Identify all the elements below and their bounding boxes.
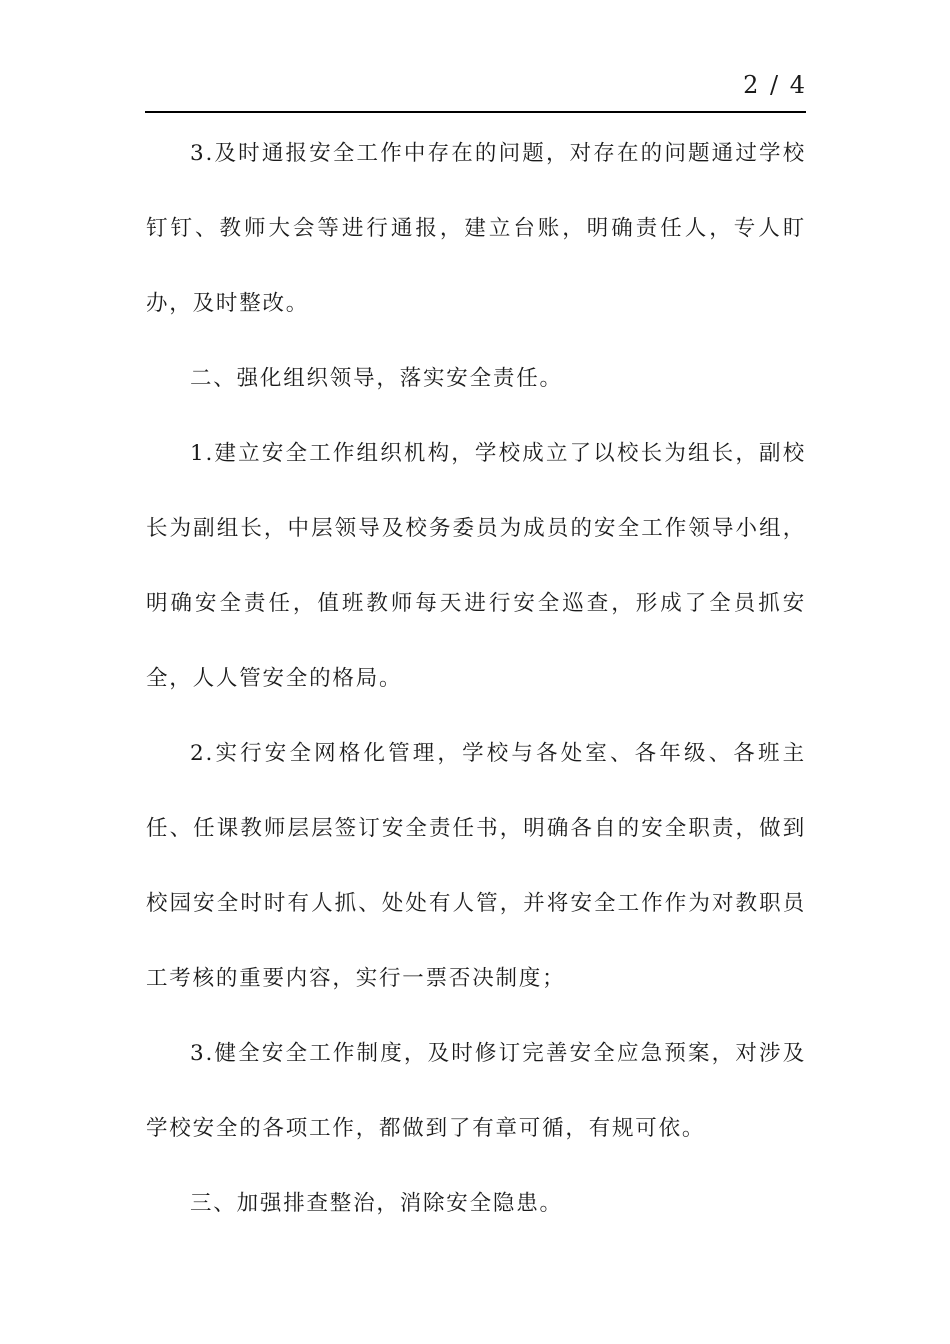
paragraph-grid-management: 2.实行安全网格化管理，学校与各处室、各年级、各班主任、任课教师层层签订安全责任书，明确各自的安全职责，做到校园安全时时有人抓、处处有人管，并将安全工作作为对教职员工考核的重要内容，实行一票否决制度；	[146, 741, 806, 991]
document-body	[146, 116, 806, 1241]
paragraph-safety-rules: 3.健全安全工作制度，及时修订完善安全应急预案，对涉及学校安全的各项工作，都做到了有章可循，有规可依。	[146, 1041, 806, 1141]
paragraph-safety-organization: 1.建立安全工作组织机构，学校成立了以校长为组长，副校长为副组长，中层领导及校务委员为成员的安全工作领导小组，明确安全责任，值班教师每天进行安全巡查，形成了全员抓安全，人人管安全的格局。	[146, 441, 806, 691]
paragraph-report-issues: 3.及时通报安全工作中存在的问题，对存在的问题通过学校钉钉、教师大会等进行通报，建立台账，明确责任人，专人盯办，及时整改。	[146, 141, 806, 316]
page-number: 2 / 4	[743, 71, 807, 99]
section-heading-organization: 二、强化组织领导，落实安全责任。	[190, 366, 563, 391]
section-heading-inspection: 三、加强排查整治，消除安全隐患。	[190, 1191, 563, 1216]
header-divider	[145, 111, 806, 113]
